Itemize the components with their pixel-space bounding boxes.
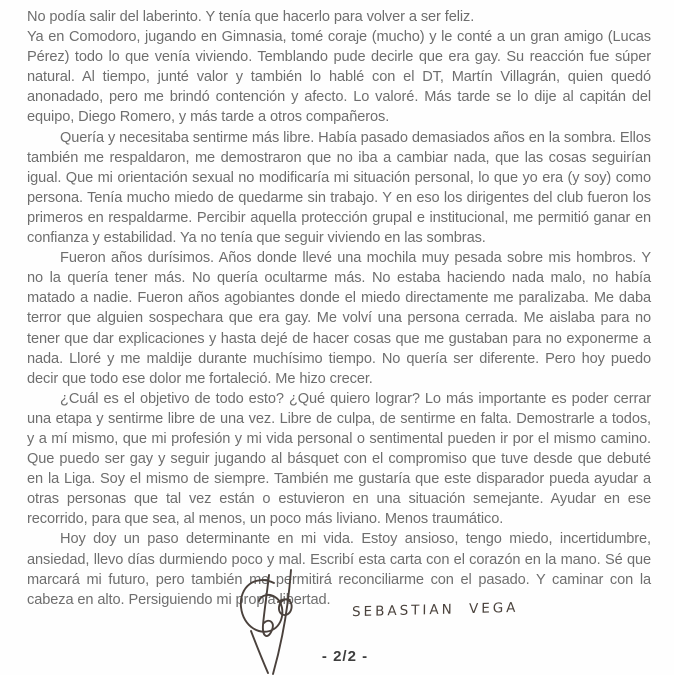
paragraph-2: Ya en Comodoro, jugando en Gimnasia, tomé coraje (mucho) y le conté a un gran amigo (Lucas Pérez) todo lo que venía viviendo. Temblando pude decirle que era gay. Su reacción fue súper natural. Al tiempo, junté valor y también lo hablé con el DT, Martín Villagrán, quien quedó anonadado, pero me brindó contención y afecto. Lo valoré. Más tarde se lo dije al capitán del equipo, Diego Romero, y más tarde a otros compañeros.	[27, 29, 651, 126]
letter-body	[27, 7, 651, 610]
signature-name: SEBASTIAN VEGA	[351, 599, 519, 621]
page-number: - 2/2 -	[321, 648, 369, 665]
paragraph-5: ¿Cuál es el objetivo de todo esto? ¿Qué quiero lograr? Lo más importante es poder cerrar una etapa y sentirme libre de una vez. Libre de culpa, de sentirme en falta. Demostrarle a todos, y a mí mismo, que mi profesión y mi vida personal o sentimental pueden ir por el mismo camino. Que puedo ser gay y seguir jugando al básquet con el compromiso que tuve desde que debuté en la Liga. Soy el mismo de siempre. También me gustaría que este disparador pueda ayudar a otras personas que tal vez están o estuvieron en una situación semejante. Ayudar en ese recorrido, para que sea, al menos, un poco más liviano. Menos traumático.	[27, 390, 651, 528]
signature-scribble	[229, 569, 309, 675]
paragraph-3: Quería y necesitaba sentirme más libre. Había pasado demasiados años en la sombra. Ellos también me respaldaron, me demostraron que no iba a cambiar nada, que las cosas seguirían igual. Que mi orientación sexual no modificaría mi situación personal, lo que yo era (y soy) como persona. Tenía mucho miedo de quedarme sin trabajo. Y en eso los dirigentes del club fueron los primeros en respaldarme. Percibir aquella protección grupal e institucional, me permitió ganar en confianza y estabilidad. Ya no tenía que seguir viviendo en las sombras.	[27, 129, 651, 247]
paragraph-4: Fueron años durísimos. Años donde llevé una mochila muy pesada sobre mis hombros. Y no la quería tener más. No quería ocultarme más. No estaba haciendo nada malo, no había matado a nadie. Fueron años agobiantes donde el miedo directamente me paralizaba. Me daba terror que alguien sospechara que era gay. Me volví una persona cerrada. Me aislaba para no tener que dar explicaciones y hasta dejé de hacer cosas que me gustaban para no exponerme a nada. Lloré y me maldije durante muchísimo tiempo. No quería ser diferente. Pero hoy puedo decir que todo ese dolor me fortaleció. Me hizo crecer.	[27, 250, 651, 387]
paragraph-6: Hoy doy un paso determinante en mi vida. Estoy ansioso, tengo miedo, incertidumbre, ansiedad, llevo días durmiendo poco y mal. Escribí esta carta con el corazón en la mano. Sé que marcará mi futuro, pero también me permitirá reconciliarme con el pasado. Y caminar con la cabeza en alto. Persiguiendo mi propia libertad.	[27, 531, 651, 608]
paragraph-1: No podía salir del laberinto. Y tenía que hacerlo para volver a ser feliz.	[27, 9, 475, 25]
